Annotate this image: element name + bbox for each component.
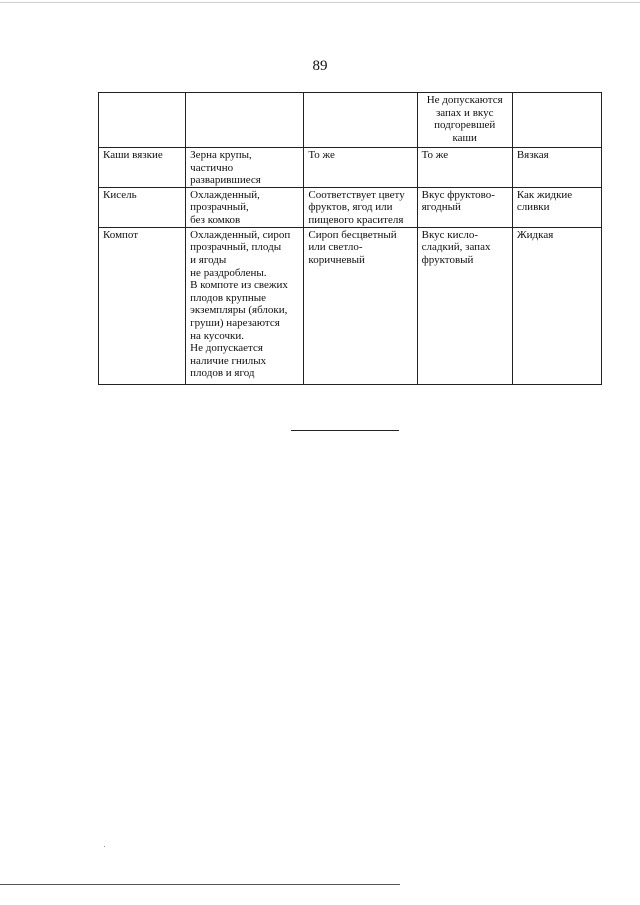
table-cell-taste-smell: То же (417, 148, 512, 188)
page-number: 89 (312, 58, 328, 74)
quality-table (98, 92, 602, 385)
scan-top-edge (0, 2, 640, 3)
table-cell-consistency: Как жидкие сливки (512, 187, 601, 227)
table-cell-taste-smell: Вкус фруктово- ягодный (417, 187, 512, 227)
table-cell-consistency: Жидкая (512, 227, 601, 384)
table-cell-consistency (512, 93, 601, 148)
scan-speck (104, 846, 105, 847)
table-cell-consistency: Вязкая (512, 148, 601, 188)
table-cell-appearance (186, 93, 304, 148)
table-cell-color: Сироп бесцветный или светло- коричневый (304, 227, 417, 384)
table-cell-appearance: Зерна крупы, частично разварившиеся (186, 148, 304, 188)
table-cell-appearance: Охлажденный, сироп прозрачный, плоды и ягоды не раздроблены. В компоте из свежих плодов крупные экземпляры (яблоки, груши) нарезаются на кусочки. Не допускается наличие гнилых плодов и ягод (186, 227, 304, 384)
end-separator-line (291, 430, 399, 431)
table-row (99, 187, 602, 227)
table-cell-taste-smell: Вкус кисло- сладкий, запах фруктовый (417, 227, 512, 384)
table-cell-name: Каши вязкие (99, 148, 186, 188)
table-cell-appearance: Охлажденный, прозрачный, без комков (186, 187, 304, 227)
table-cell-color: То же (304, 148, 417, 188)
table-cell-color: Соответствует цвету фруктов, ягод или пищевого красителя (304, 187, 417, 227)
table-cell-name: Компот (99, 227, 186, 384)
scan-bottom-edge (0, 884, 400, 885)
table-cell-color (304, 93, 417, 148)
table-row (99, 93, 602, 148)
table-row (99, 227, 602, 384)
table-cell-taste-smell: Не допускаются запах и вкус подгоревшей каши (417, 93, 512, 148)
table-row (99, 148, 602, 188)
table-cell-name (99, 93, 186, 148)
table-cell-name: Кисель (99, 187, 186, 227)
